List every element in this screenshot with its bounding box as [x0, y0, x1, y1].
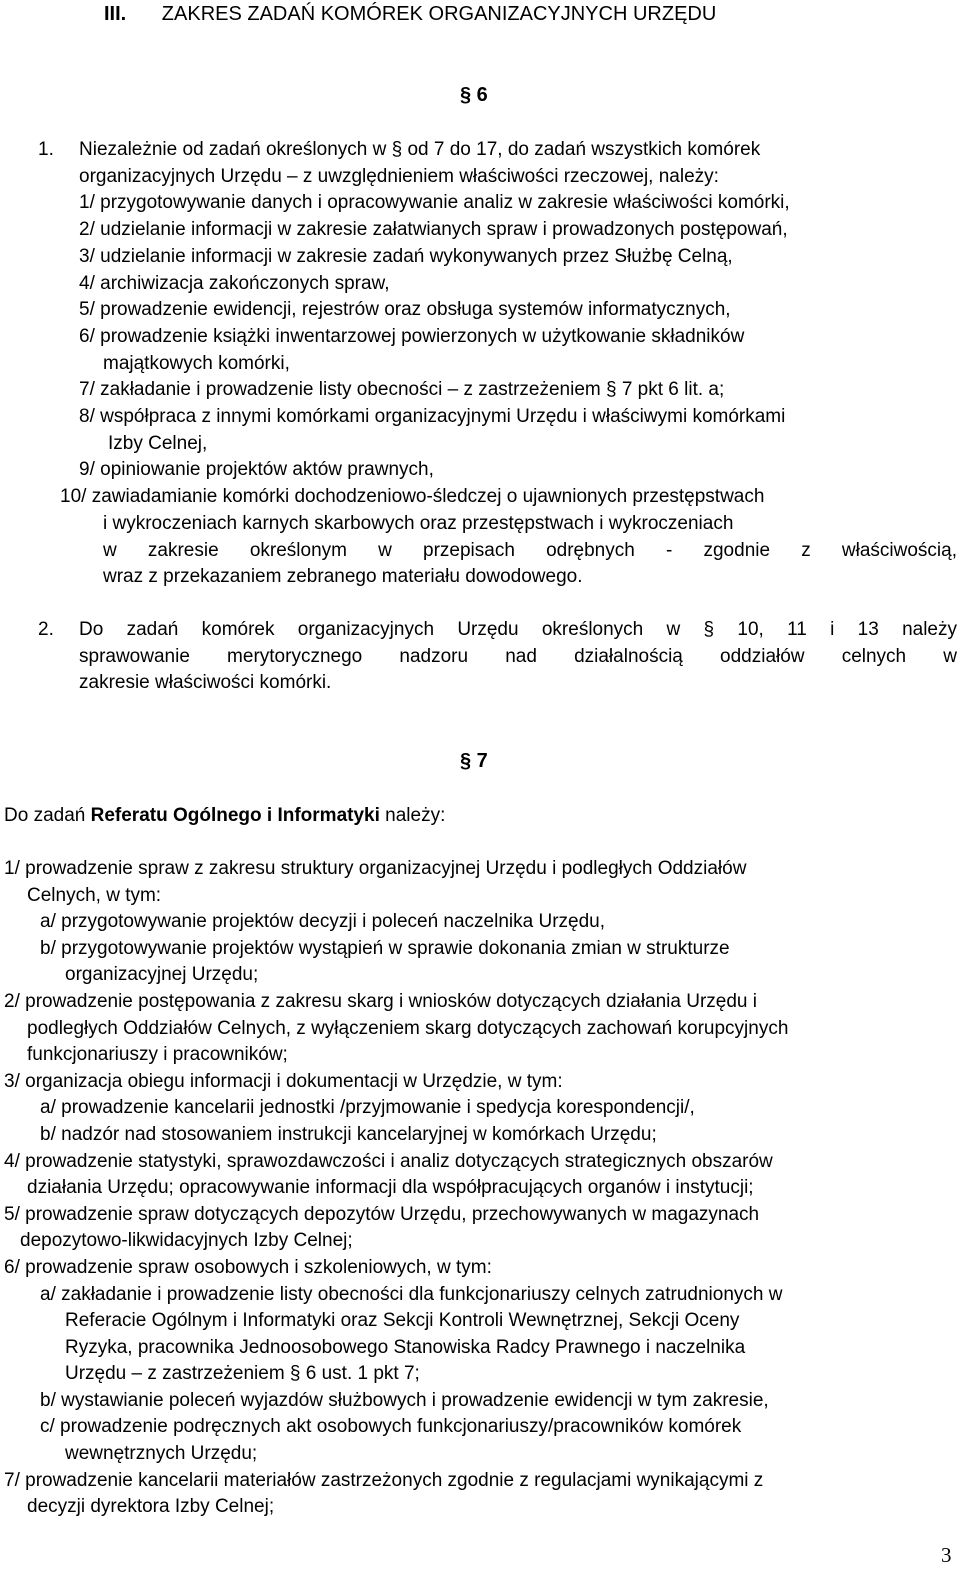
list-item-continuation: i wykroczeniach karnych skarbowych oraz przestępstwach i wykroczeniach — [103, 512, 734, 534]
point-1-intro-line-1: Niezależnie od zadań określonych w § od 7 do 17, do zadań wszystkich komórek — [79, 139, 761, 160]
list-subitem: b/ przygotowywanie projektów wystąpień w sprawie dokonania zmian w strukturze — [40, 937, 730, 959]
list-subitem: b/ wystawianie poleceń wyjazdów służbowych i prowadzenie ewidencji w tym zakresie, — [40, 1389, 769, 1411]
list-item-continuation: funkcjonariuszy i pracowników; — [27, 1044, 288, 1066]
list-item: 5/ prowadzenie ewidencji, rejestrów oraz obsługa systemów informatycznych, — [79, 299, 731, 321]
section-6-point-1 — [0, 137, 960, 591]
chapter-number: III. — [104, 3, 127, 25]
list-item: 2/ udzielanie informacji w zakresie załatwianych spraw i prowadzonych postępowań, — [79, 219, 788, 241]
list-item-continuation: Izby Celnej, — [108, 432, 208, 454]
list-item: 3/ udzielanie informacji w zakresie zadań wykonywanych przez Służbę Celną, — [79, 245, 733, 267]
list-item-continuation: Celnych, w tym: — [27, 884, 162, 906]
section-7-intro: Do zadań Referatu Ogólnego i Informatyki należy: — [4, 805, 446, 826]
list-item: 5/ prowadzenie spraw dotyczących depozytów Urzędu, przechowywanych w magazynach — [4, 1203, 760, 1225]
list-item-continuation: decyzji dyrektora Izby Celnej; — [27, 1496, 275, 1518]
list-item-continuation: podległych Oddziałów Celnych, z wyłączeniem skarg dotyczących zachowań korupcyjnych — [27, 1017, 789, 1039]
point-1-intro-line-2: organizacyjnych Urzędu – z uwzględnieniem właściwości rzeczowej, należy: — [79, 165, 719, 187]
list-item: 7/ zakładanie i prowadzenie listy obecności – z zastrzeżeniem § 7 pkt 6 lit. a; — [79, 379, 725, 401]
list-subitem: a/ przygotowywanie projektów decyzji i poleceń naczelnika Urzędu, — [40, 911, 606, 933]
point-2-line-3: zakresie właściwości komórki. — [79, 672, 332, 694]
list-subitem-continuation: organizacyjnej Urzędu; — [65, 964, 259, 986]
point-1-body — [0, 164, 957, 591]
section-6-symbol: § 6 — [460, 84, 488, 106]
list-subitem-continuation: wewnętrznych Urzędu; — [65, 1443, 258, 1465]
list-subitem: b/ nadzór nad stosowaniem instrukcji kancelaryjnej w komórkach Urzędu; — [40, 1123, 657, 1145]
list-item: 1/ prowadzenie spraw z zakresu struktury organizacyjnej Urzędu i podległych Oddziałów — [4, 858, 747, 879]
list-item-continuation: wraz z przekazaniem zebranego materiału dowodowego. — [103, 566, 583, 588]
list-item-continuation: depozytowo-likwidacyjnych Izby Celnej; — [20, 1230, 353, 1252]
list-item: 6/ prowadzenie spraw osobowych i szkoleniowych, w tym: — [4, 1256, 492, 1278]
list-item: 10/ zawiadamianie komórki dochodzeniowo-śledczej o ujawnionych przestępstwach — [60, 486, 765, 508]
section-7-list — [4, 856, 954, 1521]
page-number: 3 — [941, 1543, 952, 1567]
list-item: 3/ organizacja obiegu informacji i dokumentacji w Urzędzie, w tym: — [4, 1070, 563, 1092]
section-7-symbol: § 7 — [460, 750, 488, 772]
list-subitem-continuation: Ryzyka, pracownika Jednoosobowego Stanowiska Radcy Prawnego i naczelnika — [65, 1336, 746, 1358]
point-2-number: 2. — [38, 619, 54, 640]
list-subitem-continuation: Referacie Ogólnym i Informatyki oraz Sekcji Kontroli Wewnętrznej, Sekcji Oceny — [65, 1310, 740, 1332]
list-item: 9/ opiniowanie projektów aktów prawnych, — [79, 459, 434, 481]
list-item: 4/ prowadzenie statystyki, sprawozdawczości i analiz dotyczących strategicznych obszarów — [4, 1150, 773, 1172]
unit-name: Referatu Ogólnego i Informatyki — [90, 805, 380, 826]
list-item: 6/ prowadzenie książki inwentarzowej powierzonych w użytkowanie składników — [79, 325, 745, 347]
list-subitem-continuation: Urzędu – z zastrzeżeniem § 6 ust. 1 pkt 7; — [65, 1363, 420, 1385]
list-item-continuation: działania Urzędu; opracowywanie informacji dla współpracujących organów i instytucji; — [27, 1177, 754, 1199]
list-subitem: c/ prowadzenie podręcznych akt osobowych funkcjonariuszy/pracowników komórek — [40, 1416, 742, 1438]
list-subitem: a/ prowadzenie kancelarii jednostki /przyjmowanie i spedycja korespondencji/, — [40, 1097, 695, 1119]
list-item: 1/ przygotowywanie danych i opracowywanie analiz w zakresie właściwości komórki, — [79, 192, 790, 214]
list-item: 4/ archiwizacja zakończonych spraw, — [79, 272, 390, 294]
list-item-continuation: w zakresie określonym w przepisach odrębnych - zgodnie z właściwością, — [103, 539, 957, 561]
list-item: 7/ prowadzenie kancelarii materiałów zastrzeżonych zgodnie z regulacjami wynikającymi z — [4, 1469, 764, 1491]
list-item-continuation: majątkowych komórki, — [103, 352, 290, 374]
list-item: 2/ prowadzenie postępowania z zakresu skarg i wniosków dotyczących działania Urzędu i — [4, 990, 757, 1012]
point-1-number: 1. — [38, 139, 54, 160]
chapter-title: ZAKRES ZADAŃ KOMÓREK ORGANIZACYJNYCH URZĘDU — [161, 3, 717, 25]
point-2-line-2: sprawowanie merytorycznego nadzoru nad działalnością oddziałów celnych w — [79, 645, 957, 667]
chapter-heading — [104, 3, 716, 26]
section-6-point-2 — [0, 617, 960, 697]
list-subitem: a/ zakładanie i prowadzenie listy obecności dla funkcjonariuszy celnych zatrudnionych w — [40, 1283, 783, 1305]
list-item: 8/ współpraca z innymi komórkami organizacyjnymi Urzędu i właściwymi komórkami — [79, 406, 786, 428]
point-2-line-1: Do zadań komórek organizacyjnych Urzędu określonych w § 10, 11 i 13 należy — [79, 619, 957, 640]
